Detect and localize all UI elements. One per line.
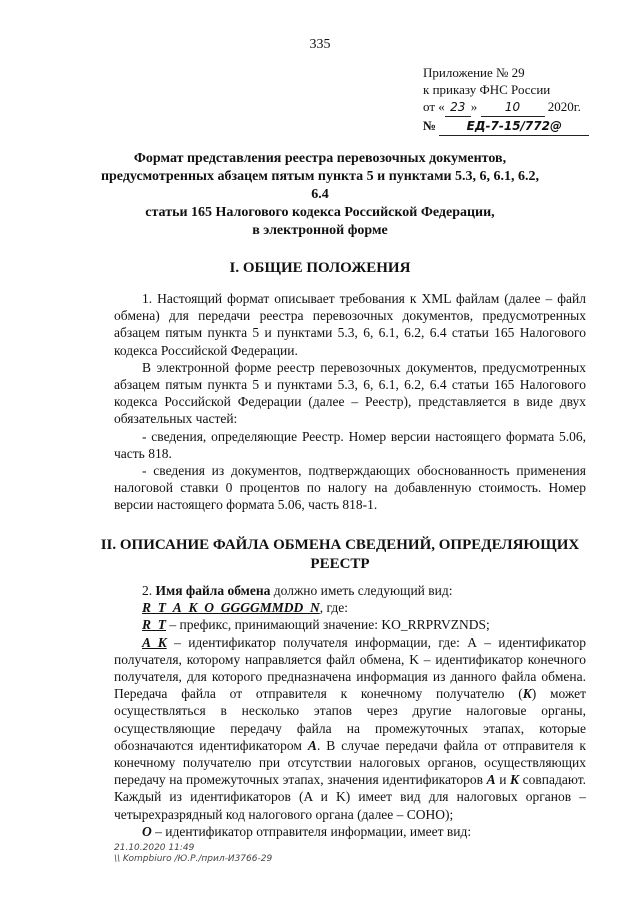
footer-line-2: \\ Kompbiuro /Ю.Р./прил-И3766-29 bbox=[114, 854, 273, 864]
attachment-number-row bbox=[423, 117, 623, 136]
title-line-2: предусмотренных абзацем пятым пункта 5 и пунктами 5.3, 6, 6.1, 6.2, 6.4 bbox=[100, 169, 540, 202]
section-2-body bbox=[114, 582, 586, 840]
title-line-1: Формат представления реестра перевозочных документов, bbox=[133, 151, 507, 166]
date-prefix: от « bbox=[423, 99, 445, 114]
footer-line-1: 21.10.2020 11:49 bbox=[114, 843, 195, 853]
section-2-heading-line-1: II. ОПИСАНИЕ ФАЙЛА ОБМЕНА СВЕДЕНИЙ, ОПРЕДЕЛЯЮЩИХ bbox=[100, 537, 580, 553]
section-1-heading: I. ОБЩИЕ ПОЛОЖЕНИЯ bbox=[229, 260, 411, 276]
section-2-heading-line-2: РЕЕСТР bbox=[310, 556, 370, 572]
section-1-paragraph-2: В электронной форме реестр перевозочных документов, предусмотренных абзацем пятым пункта 5 и пунктами 5.3, 6, 6.1, 6.2, 6.4 статьи 165 Налогового кодекса Российской Федерации (далее – Реестр), представляется в виде двух обязательных частей: bbox=[114, 359, 586, 427]
number-prefix: № bbox=[423, 118, 437, 133]
number-value: ЕД-7-15/772@ bbox=[439, 118, 589, 136]
attachment-line-2: к приказу ФНС России bbox=[423, 82, 551, 97]
sender-definition: O – идентификатор отправителя информации, имеет вид: bbox=[142, 823, 472, 839]
recipient-definition: A_K – идентификатор получателя информации, где: А – идентификатор получателя, которому направляется файл обмена, K – идентификатор конечного получателя, для которого предназначена информация из данного файла обмена. Передача файла от отправителя к конечному получателю (K) может осуществляться в несколько этапов через другие налоговые органы, осуществляющие передачу файла на промежуточных этапах, которые обозначаются идентификатором А. В случае передачи файла от отправителя к конечному получателю при отсутствии налоговых органов, осуществляющих передачу на промежуточных этапах, значения идентификаторов А и K совпадают. Каждый из идентификаторов (A и K) имеет вид для налоговых органов – четырехразрядный код налогового органа (далее – СОНО); bbox=[114, 634, 586, 822]
title-line-4: в электронной форме bbox=[252, 223, 388, 238]
title-line-3: статьи 165 Налогового кодекса Российской Федерации, bbox=[145, 205, 495, 220]
attachment-line-1: Приложение № 29 bbox=[423, 65, 525, 80]
filename-pattern-line: R_T_A_K_O_GGGGMMDD_N, где: bbox=[142, 600, 348, 616]
filename-intro: 2. Имя файла обмена должно иметь следующий вид: bbox=[142, 583, 453, 598]
filename-label: Имя файла обмена bbox=[155, 583, 271, 598]
date-mid: » bbox=[470, 99, 478, 114]
recipient-term: A_K bbox=[142, 634, 167, 650]
section-1-paragraph-1: 1. Настоящий формат описывает требования к XML файлам (далее – файл обмена) для передачи реестра перевозочных документов, предусмотренных абзацем пятым пункта 5 и пунктами 5.3, 6, 6.1, 6.2, 6.4 статьи 165 Налогового кодекса Российской Федерации. bbox=[114, 291, 586, 358]
attachment-date-row bbox=[423, 98, 623, 117]
date-year: 2020г. bbox=[547, 99, 581, 114]
footer-stamp bbox=[114, 843, 272, 865]
page-number: 335 bbox=[309, 37, 331, 52]
section-1-paragraph-4: - сведения из документов, подтверждающих обоснованность применения налоговой ставки 0 процентов по налогу на добавленную стоимость. Номер версии настоящего формата 5.06, часть 818-1. bbox=[114, 463, 586, 513]
date-month: 10 bbox=[481, 99, 545, 117]
section-1-paragraph-3: - сведения, определяющие Реестр. Номер версии настоящего формата 5.06, часть 818. bbox=[114, 428, 586, 461]
sender-term: O bbox=[142, 823, 152, 839]
section-2-heading bbox=[90, 536, 590, 574]
prefix-term: R_T bbox=[142, 617, 167, 633]
attachment-block bbox=[423, 64, 623, 136]
filename-pattern: R_T_A_K_O_GGGGMMDD_N bbox=[142, 600, 320, 616]
date-day: 23 bbox=[445, 99, 471, 117]
document-title bbox=[100, 150, 540, 240]
section-1-body bbox=[114, 290, 586, 514]
prefix-definition: R_T – префикс, принимающий значение: KO_RRPRVZNDS; bbox=[142, 617, 490, 633]
